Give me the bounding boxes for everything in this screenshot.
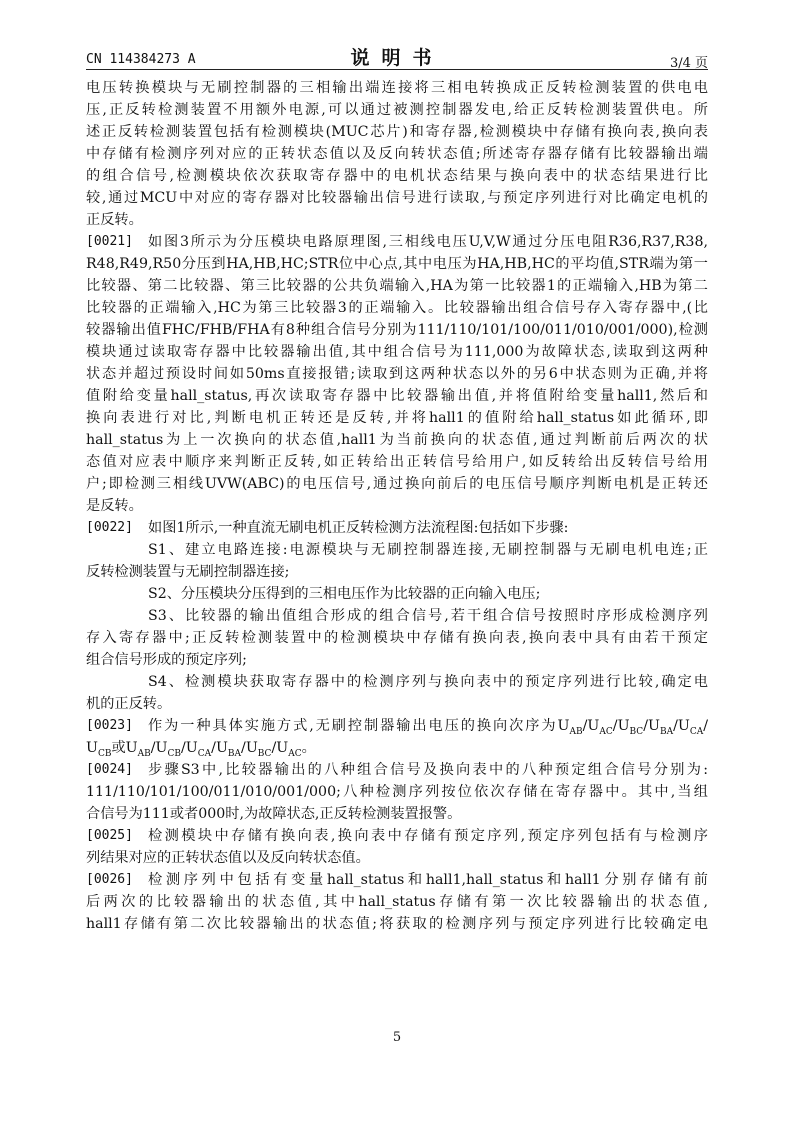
line-text: 反转检测装置与无刷控制器连接; — [86, 564, 290, 580]
line-text: 压,正反转检测装置不用额外电源,可以通过被测控制器发电,给正反转检测装置供电。所 — [86, 102, 708, 118]
line-text: 机的正反转。 — [86, 696, 172, 712]
text-line — [86, 561, 708, 583]
line-text: R48,R49,R50分压到HA,HB,HC;STR位中心点,其中电压为HA,HB,HC的平均值,STR端为第一 — [86, 256, 708, 272]
text-line — [86, 847, 708, 869]
paragraph-first-line — [86, 517, 708, 539]
text-line — [86, 671, 708, 693]
line-text: 存入寄存器中;正反转检测装置中的检测模块中存储有换向表,换向表中具有由若干预定 — [86, 630, 708, 646]
paragraph-first-line — [86, 759, 708, 781]
line-text: S4、检测模块获取寄存器中的检测序列与换向表中的预定序列进行比较,确定电 — [148, 674, 708, 690]
header-divider — [86, 69, 708, 70]
text-line — [86, 803, 708, 825]
line-text: 较器输出值FHC/FHB/FHA有8种组合信号分别为111/110/101/100/011/010/001/000),检测 — [86, 322, 708, 338]
line-text: 电压转换模块与无刷控制器的三相输出端连接将三相电转换成正反转检测装置的供电电 — [86, 80, 708, 96]
text-line — [86, 407, 708, 429]
line-text: 作为一种具体实施方式,无刷控制器输出电压的换向次序为$U_{AB}/U_{AC}/U_{BC}/U_{BA}/U_{CA}/$ — [148, 718, 708, 737]
text-line — [86, 297, 708, 319]
line-text: 户;即检测三相线UVW(ABC)的电压信号,通过换向前后的电压信号顺序判断电机是正转还 — [86, 476, 708, 492]
text-line — [86, 253, 708, 275]
text-line — [86, 781, 708, 803]
line-text: 值附给变量hall_status,再次读取寄存器中比较器输出值,并将值附给变量hall1,然后和 — [86, 388, 708, 404]
paragraph-number: [0025] — [86, 828, 133, 843]
document-body — [86, 77, 708, 935]
line-text: 步骤S3中,比较器输出的八种组合信号及换向表中的八种预定组合信号分别为: — [148, 762, 708, 778]
line-text: S2、分压模块分压得到的三相电压作为比较器的正向输入电压; — [148, 586, 541, 602]
paragraph-number: [0021] — [86, 234, 133, 249]
text-line — [86, 473, 708, 495]
line-text: 换向表进行对比,判断电机正转还是反转,并将hall1的值附给hall_status如此循环,即 — [86, 410, 708, 426]
line-text: 检测序列中包括有变量hall_status和hall1,hall_status和hall1分别存储有前 — [148, 872, 708, 888]
text-line — [86, 385, 708, 407]
text-line — [86, 165, 708, 187]
paragraph-number: [0022] — [86, 520, 133, 535]
text-line — [86, 891, 708, 913]
line-text: 比较器、第二比较器、第三比较器的公共负端输入,HA为第一比较器1的正端输入,HB为第二 — [86, 278, 708, 294]
line-text: 如图1所示,一种直流无刷电机正反转检测方法流程图:包括如下步骤: — [148, 520, 569, 536]
text-line — [86, 451, 708, 473]
text-line — [86, 737, 708, 759]
text-line — [86, 319, 708, 341]
paragraph-first-line — [86, 231, 708, 253]
paragraph-first-line — [86, 825, 708, 847]
line-text: S3、比较器的输出值组合形成的组合信号,若干组合信号按照时序形成检测序列 — [148, 608, 708, 624]
text-line — [86, 121, 708, 143]
text-line — [86, 913, 708, 935]
line-text: 合信号为111或者000时,为故障状态,正反转检测装置报警。 — [86, 806, 462, 822]
paragraph-number: [0023] — [86, 718, 133, 733]
text-line — [86, 341, 708, 363]
text-line — [86, 77, 708, 99]
line-text: 模块通过读取寄存器中比较器输出值,其中组合信号为111,000为故障状态,读取到这两种 — [86, 344, 708, 360]
paragraph-number: [0026] — [86, 872, 133, 887]
text-line — [86, 627, 708, 649]
text-line — [86, 693, 708, 715]
text-line — [86, 99, 708, 121]
line-text: 中存储有检测序列对应的正转状态值以及反向转状态值;所述寄存器存储有比较器输出端 — [86, 146, 708, 162]
line-text: 如图3所示为分压模块电路原理图,三相线电压U,V,W通过分压电阻R36,R37,R38, — [148, 234, 708, 250]
text-line — [86, 187, 708, 209]
text-line — [86, 275, 708, 297]
line-text: $U_{CB}$或$U_{AB}/U_{CB}/U_{CA}/U_{BA}/U_{BC}/U_{AC}$。 — [86, 740, 316, 759]
text-line — [86, 649, 708, 671]
page-number: 5 — [392, 1030, 402, 1045]
line-text: 态值对应表中顺序来判断正反转,如正转给出正转信号给用户,如反转给出反转信号给用 — [86, 454, 708, 470]
text-line — [86, 363, 708, 385]
line-text: 状态并超过预设时间如50ms直接报错;读取到这两种状态以外的另6中状态则为正确,并将 — [86, 366, 708, 382]
text-line — [86, 143, 708, 165]
page-indicator: 3/4 页 — [669, 56, 708, 71]
line-text: 比较器的正端输入,HC为第三比较器3的正端输入。比较器输出组合信号存入寄存器中,(比 — [86, 300, 708, 316]
line-text: 正反转。 — [86, 212, 143, 228]
paragraph-first-line — [86, 869, 708, 891]
text-line — [86, 209, 708, 231]
line-text: 列结果对应的正转状态值以及反向转状态值。 — [86, 850, 370, 866]
line-text: 组合信号形成的预定序列; — [86, 652, 247, 668]
text-line — [86, 539, 708, 561]
paragraph-first-line — [86, 715, 708, 737]
line-text: 的组合信号,检测模块依次获取寄存器中的电机状态结果与换向表中的状态结果进行比 — [86, 168, 708, 184]
text-line — [86, 429, 708, 451]
line-text: 较,通过MCU中对应的寄存器对比较器输出信号进行读取,与预定序列进行对比确定电机的 — [86, 190, 708, 206]
line-text: 111/110/101/100/011/010/001/000;八种检测序列按位依次存储在寄存器中。其中,当组 — [86, 784, 708, 800]
text-line — [86, 495, 708, 517]
line-text: 述正反转检测装置包括有检测模块(MUC芯片)和寄存器,检测模块中存储有换向表,换向表 — [86, 124, 708, 140]
publication-number: CN 114384273 A — [86, 52, 196, 67]
line-text: 是反转。 — [86, 498, 143, 514]
text-line — [86, 583, 708, 605]
line-text: 检测模块中存储有换向表,换向表中存储有预定序列,预定序列包括有与检测序 — [148, 828, 708, 844]
text-line — [86, 605, 708, 627]
paragraph-number: [0024] — [86, 762, 133, 777]
line-text: S1、建立电路连接:电源模块与无刷控制器连接,无刷控制器与无刷电机电连;正 — [148, 542, 708, 558]
document-title: 说明书 — [350, 47, 444, 69]
line-text: 后两次的比较器输出的状态值,其中hall_status存储有第一次比较器输出的状态值, — [86, 894, 708, 910]
line-text: hall1存储有第二次比较器输出的状态值;将获取的检测序列与预定序列进行比较确定电 — [86, 916, 708, 932]
line-text: hall_status为上一次换向的状态值,hall1为当前换向的状态值,通过判断前后两次的状 — [86, 432, 708, 448]
